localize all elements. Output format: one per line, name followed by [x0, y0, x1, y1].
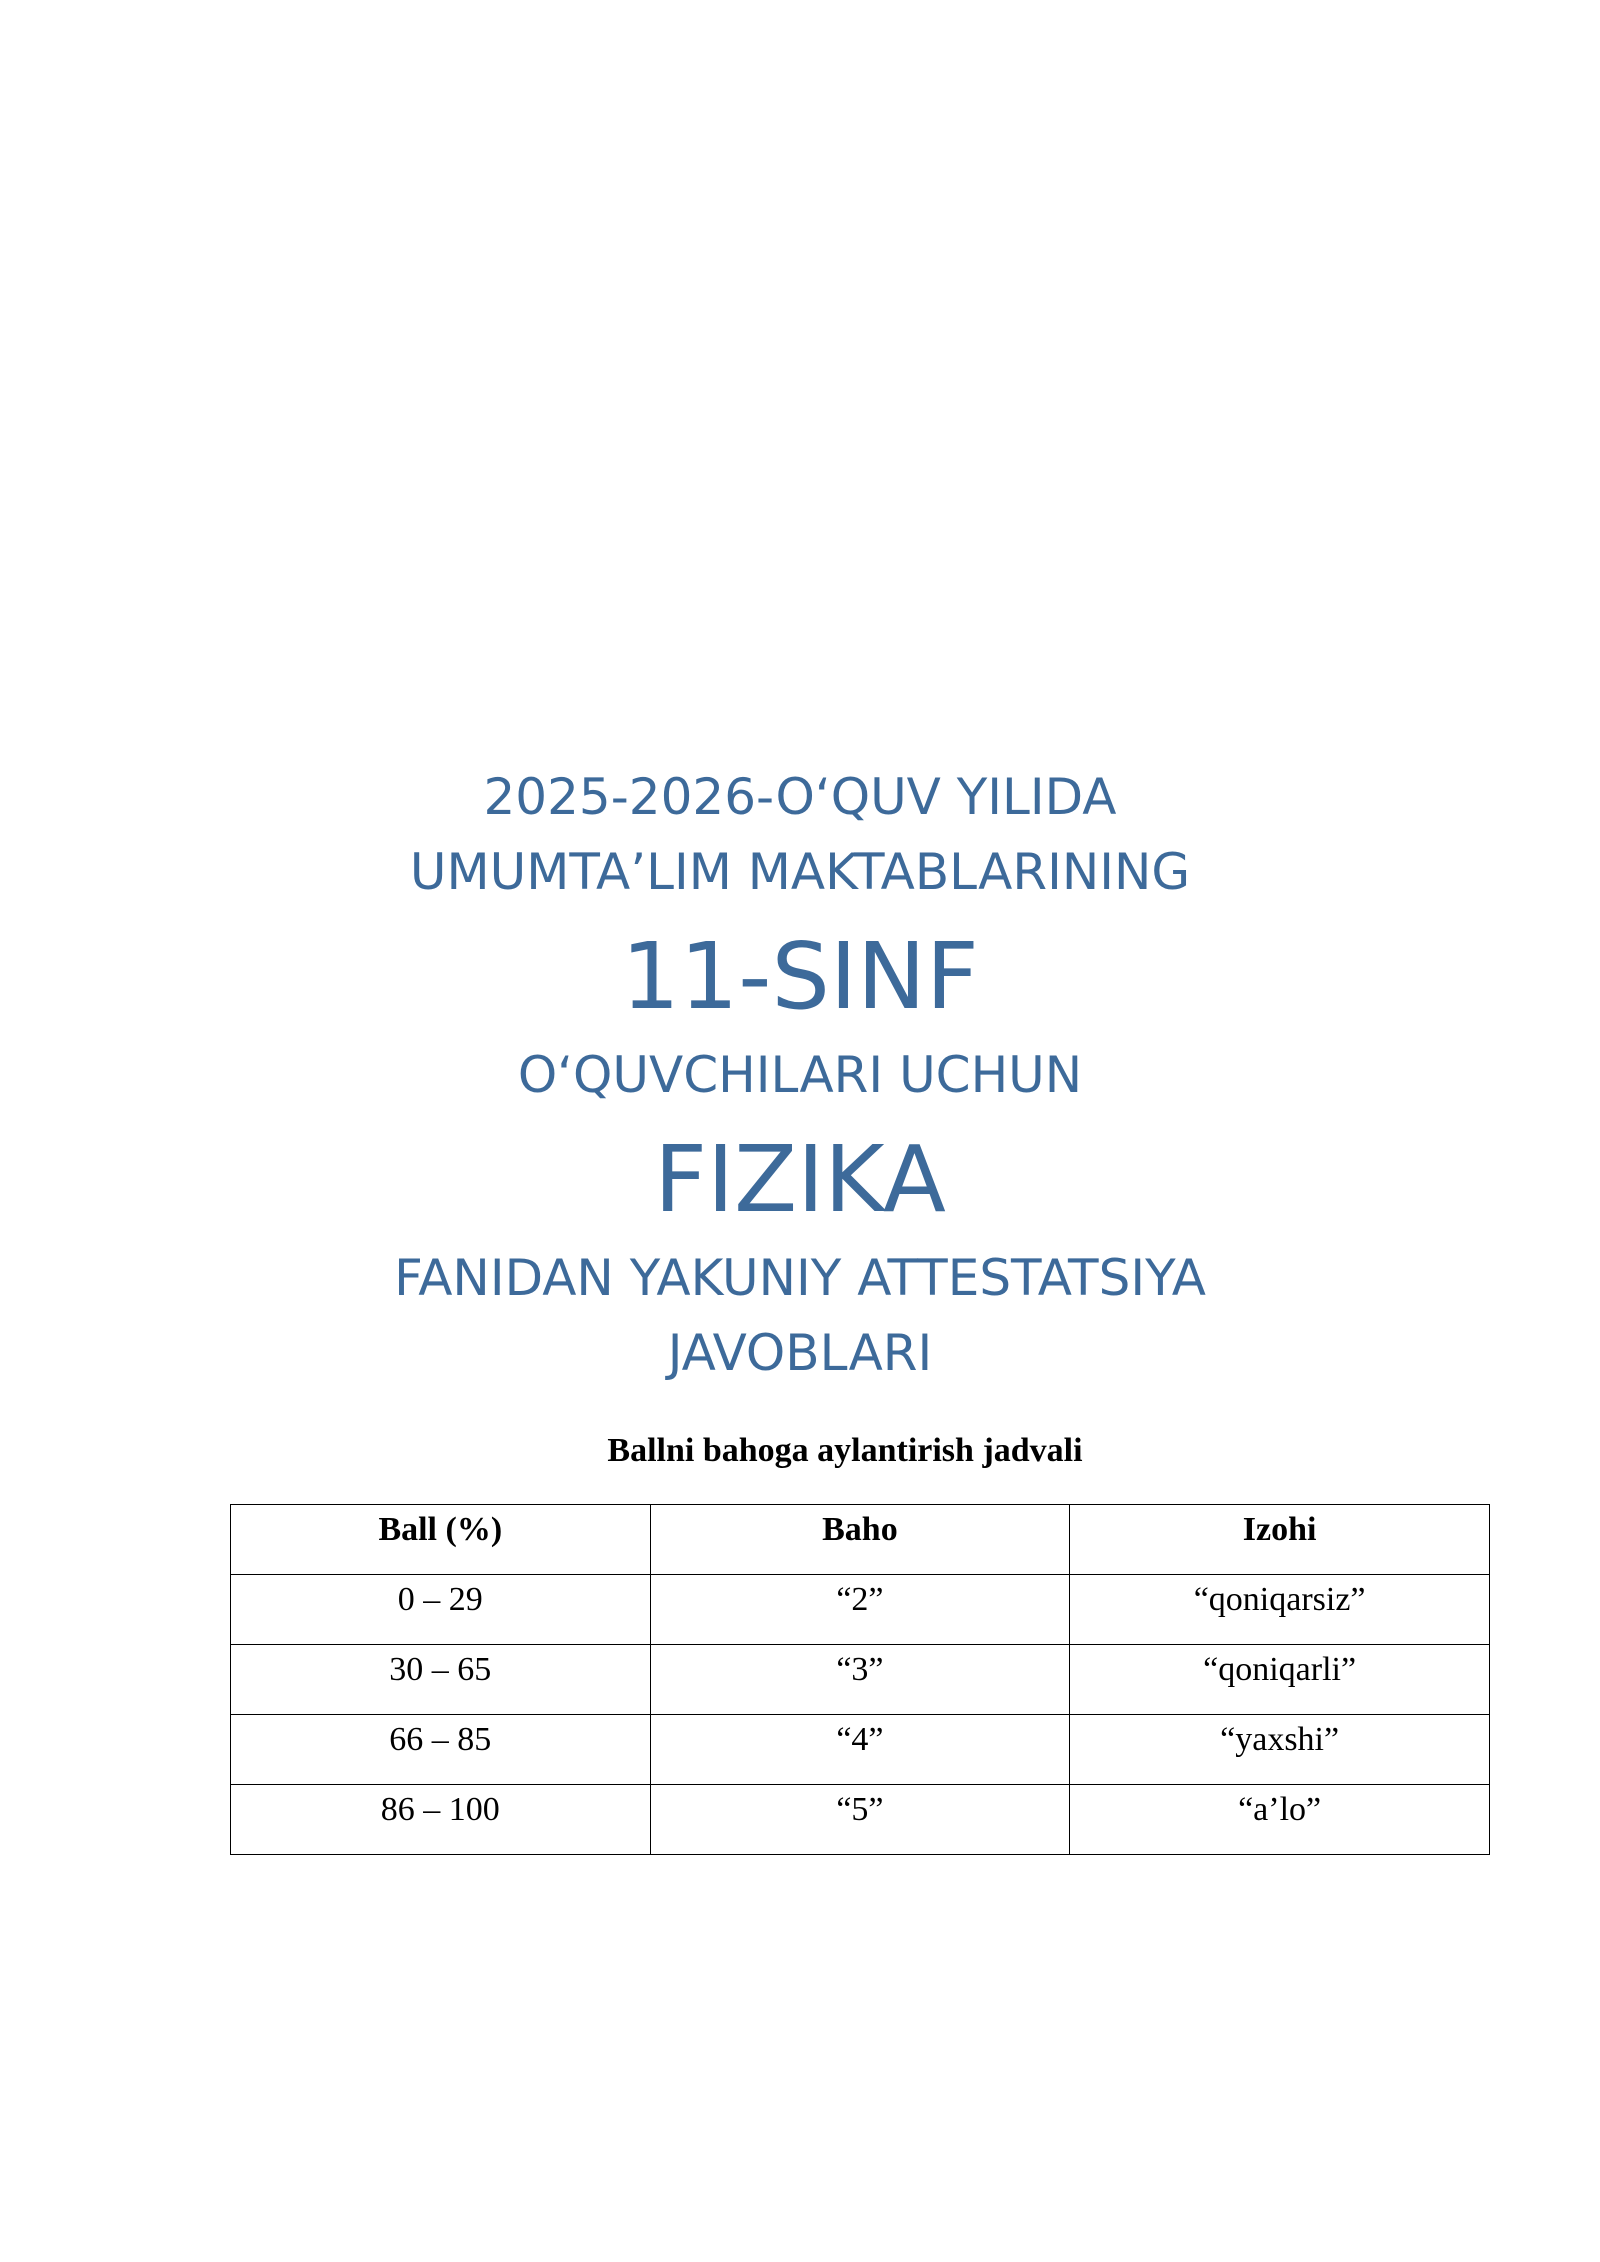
cell-score: 0 – 29	[231, 1575, 651, 1645]
cell-comment: “qoniqarsiz”	[1070, 1575, 1490, 1645]
header-grade: Baho	[650, 1505, 1070, 1575]
table-title: Ballni bahoga aylantirish jadvali	[607, 1432, 1083, 1469]
cell-grade: “5”	[650, 1785, 1070, 1855]
table-header-row	[231, 1505, 1490, 1575]
cover-students-line: O‘QUVCHILARI UCHUN	[517, 1046, 1083, 1104]
cover-answers-line: JAVOBLARI	[667, 1324, 933, 1382]
cell-grade: “2”	[650, 1575, 1070, 1645]
cover-subject: FIZIKA	[654, 1126, 946, 1233]
cell-grade: “4”	[650, 1715, 1070, 1785]
cover-grade: 11-SINF	[621, 923, 979, 1030]
table-row	[231, 1785, 1490, 1855]
table-row	[231, 1715, 1490, 1785]
cell-score: 86 – 100	[231, 1785, 651, 1855]
cover-title-block	[0, 760, 1600, 1391]
cell-comment: “qoniqarli”	[1070, 1645, 1490, 1715]
cell-comment: “yaxshi”	[1070, 1715, 1490, 1785]
cell-comment: “a’lo”	[1070, 1785, 1490, 1855]
table-row	[231, 1575, 1490, 1645]
table-row	[231, 1645, 1490, 1715]
header-score: Ball (%)	[231, 1505, 651, 1575]
grade-conversion-table	[230, 1504, 1490, 1855]
cover-schools-line: UMUMTA’LIM MAKTABLARINING	[409, 843, 1191, 901]
cell-grade: “3”	[650, 1645, 1070, 1715]
cell-score: 66 – 85	[231, 1715, 651, 1785]
cover-exam-line: FANIDAN YAKUNIY ATTESTATSIYA	[394, 1249, 1206, 1307]
cover-year-line: 2025-2026-O‘QUV YILIDA	[483, 768, 1117, 826]
cell-score: 30 – 65	[231, 1645, 651, 1715]
header-comment: Izohi	[1070, 1505, 1490, 1575]
